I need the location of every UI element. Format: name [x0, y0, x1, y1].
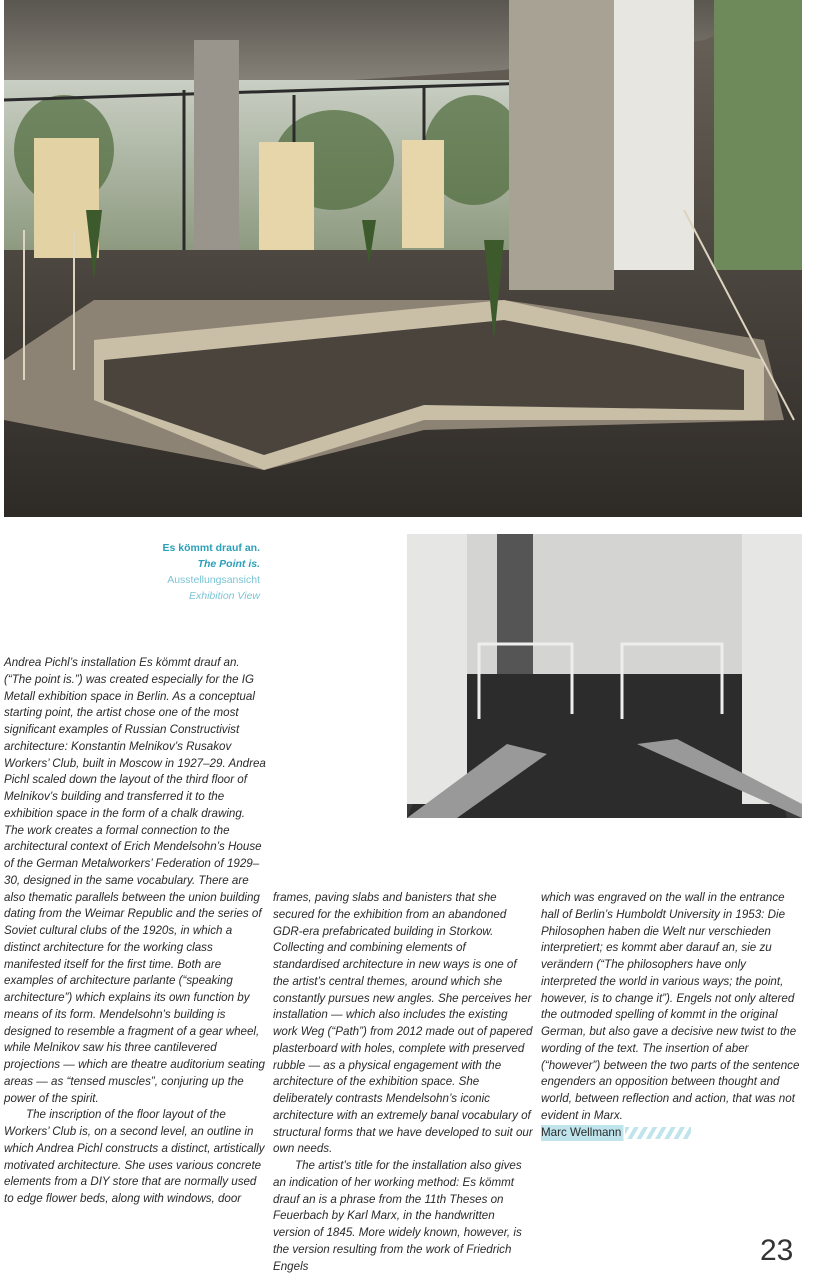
doorway-photo	[407, 534, 802, 818]
page-number: 23	[760, 1234, 794, 1267]
doorway-photo-graphic	[407, 534, 802, 818]
col1-paragraph-1: Andrea Pichl’s installation Es kömmt drauf an. (“The point is.”) was created especially for the IG Metall exhibition space in Berlin. As a conceptual starting point, the artist chose one of the most significant examples of Russian Constructivist architecture: Konstantin Melnikov’s Rusakov Workers’ Club, built in Moscow in 1927–29. Andrea Pichl scaled down the layout of the third floor of Melnikov’s building and transferred it to the exhibition space in the form of a chalk drawing. The work creates a formal connection to the architectural context of Erich Mendelsohn’s House of the German Metalworkers’ Federation of 1929–30, designed in the same vocabulary. There are also thematic parallels between the union building dating from the Weimar Republic and the series of Soviet cultural clubs of the 1920s, in which a distinct architecture for the working class manifested itself for the first time. Both are examples of architecture parlante (“speaking architecture”) which explains its own function by means of its form. Mendelsohn’s building is designed to resemble a fragment of a gear wheel, while Melnikov saw his three cantilevered projections — which are theatre auditorium seating areas — as “tensed muscles”, conjuring up the power of the spirit.	[4, 656, 266, 1105]
author-signature: Marc Wellmann	[541, 1125, 691, 1142]
caption-subtitle-en: Exhibition View	[188, 590, 260, 602]
col2-paragraph-1: frames, paving slabs and banisters that she secured for the exhibition from an abandoned GDR-era prefabricated building in Storkow. Collecting and combining elements of standardised architecture in new ways is one of the artist’s central themes, around which she constantly pursues new angles. She perceives her installation — which also includes the existing work Weg (“Path”) from 2012 made out of papered plasterboard with holes, complete with preserved rubble — as a physical engagement with the architecture of the exhibition space. She deliberately contrasts Mendelsohn’s iconic architecture with an extremely banal vocabulary of structural forms that we have developed to suit our own needs.	[273, 891, 533, 1156]
body-column-3	[541, 890, 803, 1141]
col2-paragraph-2: The artist’s title for the installation also gives an indication of her working method: Es kömmt drauf an is a phrase from the 11th Theses on Feuerbach by Karl Marx, in the handwritten version of 1845. More widely known, however, is the version resulting from the work of Friedrich Engels	[273, 1159, 522, 1273]
col1-paragraph-2: The inscription of the floor layout of the Workers’ Club is, on a second level, an outline in which Andrea Pichl constructs a distinct, artistically motivated architecture. She uses various concrete elements from a DIY store that are normally used to edge flower beds, along with windows, door	[4, 1108, 265, 1205]
body-column-2	[273, 890, 535, 1275]
installation-photo-graphic	[4, 0, 802, 517]
image-caption	[120, 540, 260, 604]
caption-title-en: The Point is.	[197, 558, 260, 570]
caption-subtitle-de: Ausstellungsansicht	[167, 574, 260, 586]
body-column-1	[4, 655, 266, 1208]
caption-title-de: Es kömmt drauf an.	[162, 542, 260, 554]
col3-paragraph-1: which was engraved on the wall in the entrance hall of Berlin’s Humboldt University in 1953: Die Philosophen haben die Welt nur verschieden interpretiert; es kommt aber darauf an, sie zu verändern (“The philosophers have only interpreted the world in various ways; the point, however, is to change it”). Engels not only altered the outmoded spelling of kommt in the original German, but also gave a decisive new twist to the wording of the text. The insertion of aber (“however”) between the two parts of the sentence engenders an opposition between thought and world, between reflection and action, that was not evident in Marx.	[541, 891, 800, 1122]
installation-photo	[4, 0, 802, 517]
